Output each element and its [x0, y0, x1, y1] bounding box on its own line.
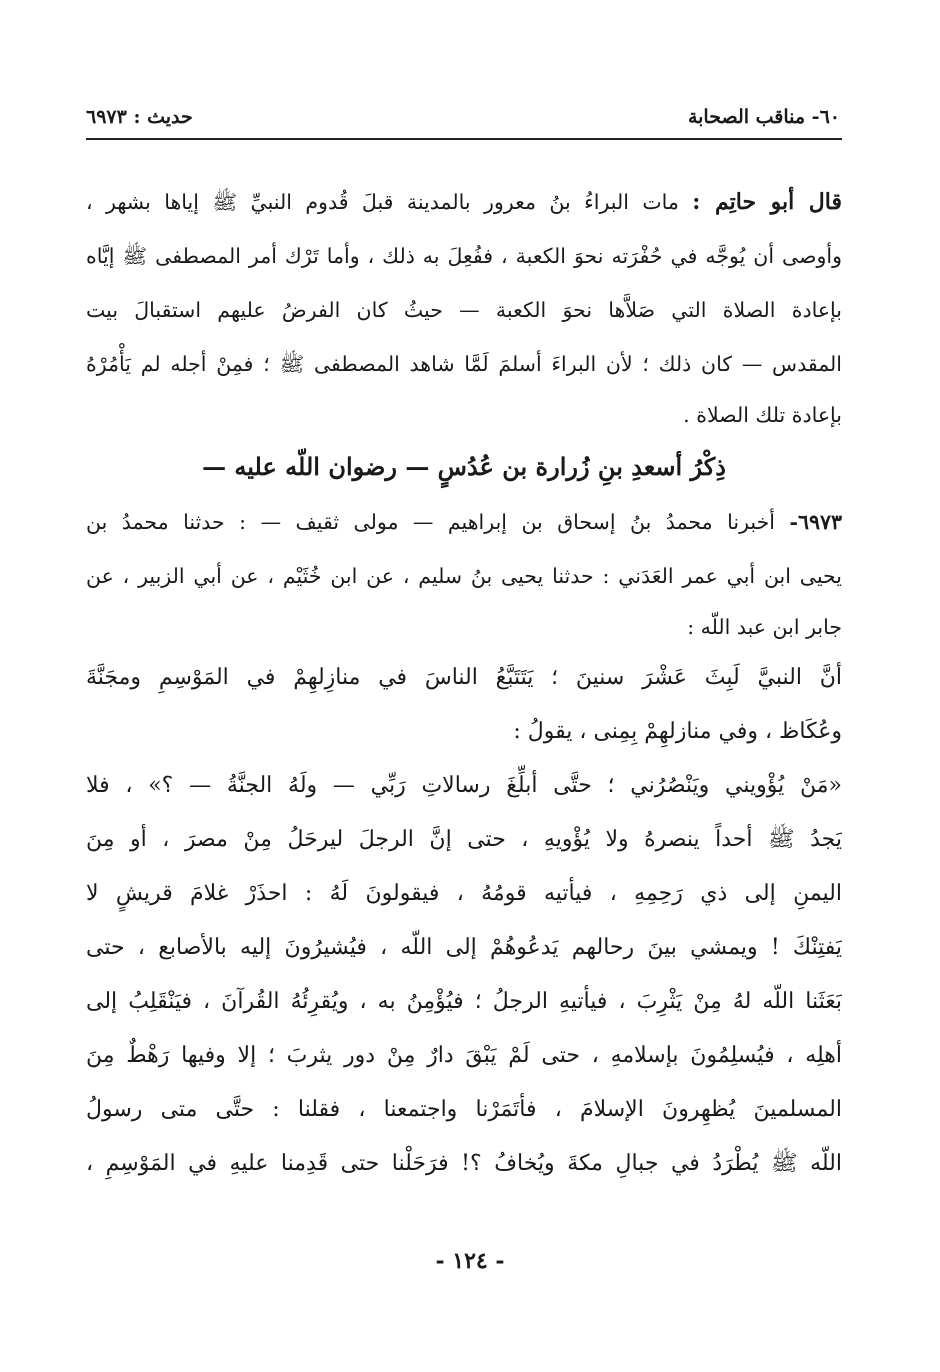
- matn-line-10: اللّه ﷺ يُطْرَدُ في جبالِ مكةَ ويُخافُ ؟! فرَحَلْنا حتى قَدِمنا عليهِ في المَوْسِمِ ،: [86, 1151, 842, 1176]
- paragraph1-line-1: [86, 175, 842, 229]
- isnad-line-1-text: أخبرنا محمدُ بنُ إسحاق بن إبراهيم — مولى ثقيف — : حدثنا محمدُ بن: [86, 510, 775, 534]
- isnad-line-3: جابر ابن عبد اللّه :: [687, 615, 842, 639]
- paragraph1-line-2: وأوصى أن يُوجَّه في حُفْرَته نحوَ الكعبة ، ففُعِلَ به ذلك ، وأما تَرْك أمر المصطفى ﷺ إيَّاه: [86, 244, 842, 268]
- page-number: - ١٢٤ -: [435, 1248, 505, 1274]
- hadith-reference: حديث : ٦٩٧٣: [86, 106, 193, 128]
- page-header: [86, 100, 840, 134]
- matn-line-6: يَفتِنْكَ ! ويمشي بينَ رحالهم يَدعُوهُمْ إلى اللّه ، فيُشيرُونَ إليه بالأصابع ، حتى: [86, 935, 842, 960]
- speaker-lead: قال أبو حاتِم :: [692, 189, 842, 215]
- paragraph1-line-4: المقدس — كان ذلك ؛ لأن البراءَ أسلمَ لَمَّا شاهد المصطفى ﷺ ؛ فمِنْ أجله لم يَأْمُرْهُ: [86, 352, 842, 376]
- matn-line-1: أنَّ النبيَّ لَبِثَ عَشْرَ سنينَ ؛ يَتَتَبَّعُ الناسَ في منازِلهِمْ في المَوْسِمِ ومجَنَّةَ: [86, 665, 842, 690]
- matn-line-3: «مَنْ يُؤْويني ويَنْصُرُني ؛ حتَّى أبلِّغَ رسالاتِ رَبِّي — ولَهُ الجنَّةُ — ؟» ، فلا: [86, 773, 842, 798]
- body-text: [86, 175, 842, 1191]
- paragraph1-line-3: بإعادة الصلاة التي صَلاَّها نحوَ الكعبة — حيثُ كان الفرضُ عليهم استقبالَ بيت: [86, 298, 842, 322]
- matn-line-8: أهلِه ، فيُسلِمُونَ بإسلامهِ ، حتى لَمْ يَبْقَ دارٌ مِنْ دور يثربَ ؛ إلا وفيها رَهْطٌ مِنَ: [86, 1043, 842, 1068]
- isnad-line-1: [86, 495, 842, 549]
- matn-line-9: المسلمينَ يُظهِرونَ الإسلامَ ، فأتَمَرْنا واجتمعنا ، فقلنا : حتَّى متى رسولُ: [86, 1097, 842, 1122]
- paragraph1-line-5: بإعادة تلك الصلاة .: [683, 403, 842, 427]
- matn-line-5: اليمنِ إلى ذي رَحِمِهِ ، فيأتيه قومُهُ ، فيقولونَ لَهُ : احذَرْ غلامَ قريشٍ لا: [86, 881, 842, 906]
- section-title: ذِكْرُ أسعدِ بنِ زُرارة بن عُدُسٍ — رضوان اللّه عليه —: [202, 452, 726, 481]
- matn-line-4: يَجدُ ﷺ أحداً ينصرهُ ولا يُؤْويهِ ، حتى إنَّ الرجلَ ليرحَلُ مِنْ مصرَ ، أو مِنَ: [86, 827, 842, 852]
- hadith-number: ٦٩٧٣-: [789, 510, 842, 534]
- header-divider: [86, 138, 842, 140]
- paragraph1-line-1-text: مات البراءُ بنُ معرور بالمدينة قبلَ قُدوم النبيِّ ﷺ إياها بشهر ،: [86, 190, 679, 214]
- matn-line-2: وعُكَاظ ، وفي منازلهِمْ بِمِنى ، يقولُ :: [513, 719, 842, 744]
- chapter-title: ٦٠- مناقب الصحابة: [687, 106, 840, 128]
- matn-line-7: بَعَثَنا اللّه لهُ مِنْ يَثْرِبَ ، فيأتيهِ الرجلُ ؛ فيُؤْمِنُ به ، ويُقرِئُهُ القُرآنَ ، فيَنْقَلِبُ إلى: [86, 989, 842, 1014]
- isnad-line-2: يحيى ابن أبي عمر العَدَني : حدثنا يحيى بنُ سليم ، عن ابن خُثَيْم ، عن أبي الزبير ، عن: [86, 564, 842, 588]
